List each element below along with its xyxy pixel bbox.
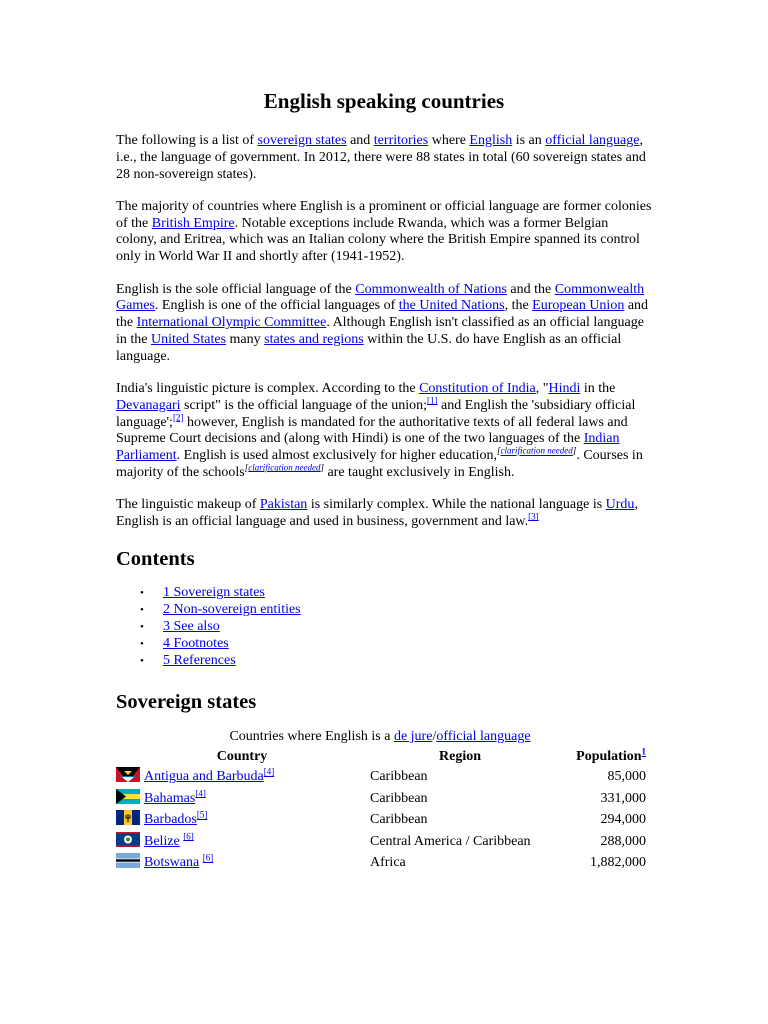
text: . Notable exceptions include Rwanda, which was a former Belgian colony, and Eritrea, which was an Italian colony where the British Empire spanned its control only in World War II and shortly after (1941-1952). <box>116 215 640 265</box>
link-united-nations[interactable]: the United Nations <box>398 298 505 314</box>
link-country[interactable]: Belize <box>144 833 180 849</box>
table-row <box>116 852 646 874</box>
text: and <box>346 133 374 148</box>
text: The linguistic makeup of <box>116 497 260 513</box>
text: in the <box>580 381 616 397</box>
text: and the <box>506 281 555 297</box>
text: / <box>432 729 437 745</box>
column-header-region[interactable]: Region <box>439 749 481 765</box>
link-country[interactable]: Antigua and Barbuda <box>144 769 264 785</box>
text: Countries where English is a <box>229 729 394 745</box>
contents-link-see-also[interactable]: 3 See also <box>163 619 220 635</box>
text: is similarly complex. While the national language is <box>307 497 606 513</box>
pakistan-paragraph <box>116 497 652 531</box>
text: . English is used almost exclusively for higher education, <box>176 448 498 464</box>
footnote-ref <box>173 412 184 422</box>
barbados-flag-icon <box>116 810 140 825</box>
country-cell <box>116 766 368 788</box>
footnote-link-1[interactable]: [1] <box>427 395 438 406</box>
contents-item <box>163 619 652 636</box>
contents-item <box>163 653 652 670</box>
country-cell <box>116 831 368 853</box>
contents-link-references[interactable]: 5 References <box>163 652 236 668</box>
contents-item <box>163 602 652 619</box>
link-pakistan[interactable]: Pakistan <box>259 497 308 513</box>
text: India's linguistic picture is complex. According to the <box>116 381 420 397</box>
table-caption <box>116 728 644 745</box>
region-cell: Caribbean <box>370 790 428 806</box>
contents-link-footnotes[interactable]: 4 Footnotes <box>163 635 229 651</box>
text: English is the sole official language of the <box>116 281 356 297</box>
population-cell: 294,000 <box>600 812 646 828</box>
text: many <box>226 331 265 347</box>
text: script" is the official language of the union; <box>180 397 428 413</box>
footnote-link-3[interactable]: [3] <box>528 511 539 522</box>
belize-flag-icon <box>116 832 140 847</box>
footnote-link-population[interactable]: 1 <box>641 746 646 757</box>
clarification-needed-link[interactable]: clarification needed <box>500 445 573 456</box>
text: are taught exclusively in English. <box>323 465 515 481</box>
country-cell <box>116 809 368 831</box>
bracket: ] <box>572 445 577 456</box>
country-cell <box>116 852 368 874</box>
clarification-needed-link[interactable]: clarification needed <box>248 462 321 473</box>
table-row <box>116 788 646 810</box>
population-cell: 1,882,000 <box>590 855 646 871</box>
contents-item <box>163 636 652 653</box>
bahamas-flag-icon <box>116 789 140 804</box>
link-de-jure[interactable]: de jure <box>393 729 433 745</box>
footnote-link[interactable]: [4] <box>263 766 275 777</box>
link-sovereign-states[interactable]: sovereign states <box>257 133 347 148</box>
text: and English the 'subsidiary official language'; <box>116 397 636 430</box>
link-indian-parliament[interactable]: Indian Parliament <box>116 431 620 464</box>
text: within the U.S. do have English as an official language. <box>116 331 622 364</box>
text: , English is an official language and used in business, government and law. <box>116 497 638 530</box>
contents-link-sovereign-states[interactable]: 1 Sovereign states <box>163 585 265 601</box>
link-urdu[interactable]: Urdu <box>605 497 635 513</box>
bracket: ] <box>320 462 324 473</box>
text: . Although English isn't classified as an official language in the <box>116 315 644 347</box>
link-commonwealth-games[interactable]: Commonwealth Games <box>116 281 645 314</box>
contents-item <box>163 585 652 602</box>
bracket: [ <box>244 462 249 473</box>
column-header-country[interactable]: Country <box>216 749 268 765</box>
india-paragraph <box>116 381 652 482</box>
table-row <box>116 831 646 853</box>
table-row <box>116 766 646 788</box>
commonwealth-paragraph <box>116 282 652 366</box>
link-hindi[interactable]: Hindi <box>548 381 581 397</box>
sovereign-states-heading: Sovereign states <box>116 691 257 714</box>
country-cell <box>116 788 368 810</box>
botswana-flag-icon <box>116 853 140 868</box>
bracket: [ <box>497 445 501 456</box>
link-states-regions[interactable]: states and regions <box>264 331 364 347</box>
footnote-ref <box>528 511 539 521</box>
contents-heading: Contents <box>116 548 195 571</box>
text: The following is a list of <box>116 133 258 148</box>
link-commonwealth-nations[interactable]: Commonwealth of Nations <box>355 281 507 297</box>
column-header-population[interactable] <box>550 748 646 766</box>
link-european-union[interactable]: European Union <box>532 298 625 314</box>
colonies-paragraph <box>116 199 652 266</box>
link-official-language[interactable]: official language <box>545 133 640 148</box>
intro-paragraph <box>116 133 652 183</box>
region-cell: Caribbean <box>370 812 428 828</box>
link-country[interactable]: Bahamas <box>144 790 196 806</box>
region-cell: Africa <box>370 855 406 871</box>
clarification-note <box>497 446 576 456</box>
text: where <box>428 133 470 148</box>
text: Population <box>576 749 642 765</box>
table-header-row <box>116 748 646 766</box>
footnote-link-2[interactable]: [2] <box>172 412 184 422</box>
page-title: English speaking countries <box>263 89 505 113</box>
text: , i.e., the language of government. In 2012, there were 88 states in total (60 sovereign states and 28 non-sovereign states). <box>116 133 646 182</box>
footnote-link[interactable]: [6] <box>183 831 194 842</box>
text: , the <box>504 298 533 314</box>
text: , " <box>535 381 549 397</box>
contents-link-non-sovereign[interactable]: 2 Non-sovereign entities <box>163 602 301 618</box>
text: however, English is mandated for the authoritative texts of all federal laws and Supreme Court decisions and (along with Hindi) is one of the two languages of the <box>116 414 628 447</box>
link-british-empire[interactable]: British Empire <box>151 215 235 231</box>
text: The majority of countries where English is a prominent or official language are former colonies of the <box>116 198 652 231</box>
region-cell: Central America / Caribbean <box>370 833 531 849</box>
text: and the <box>116 298 649 331</box>
footnote-link[interactable]: [6] <box>202 852 214 863</box>
footnote-link[interactable]: [5] <box>196 809 208 820</box>
link-country[interactable]: Barbados <box>144 812 197 828</box>
link-english[interactable]: English <box>469 133 513 148</box>
population-cell: 85,000 <box>607 769 646 785</box>
link-united-states[interactable]: United States <box>151 331 227 347</box>
link-caption-official-language[interactable]: official language <box>436 729 531 745</box>
article <box>116 88 652 874</box>
population-cell: 331,000 <box>600 790 646 806</box>
region-cell: Caribbean <box>370 769 428 785</box>
table-row <box>116 809 646 831</box>
footnote-link[interactable]: [4] <box>195 788 206 799</box>
text: . Courses in majority of the schools <box>116 448 643 481</box>
link-constitution-india[interactable]: Constitution of India <box>419 381 536 397</box>
text: is an <box>512 133 546 148</box>
sovereign-states-table <box>116 748 646 874</box>
link-ioc[interactable]: International Olympic Committee <box>136 315 327 331</box>
clarification-note <box>245 462 324 472</box>
link-territories[interactable]: territories <box>373 133 429 148</box>
population-cell: 288,000 <box>600 833 646 849</box>
contents-list <box>116 585 652 669</box>
antigua-flag-icon <box>116 767 140 782</box>
link-country[interactable]: Botswana <box>144 855 200 871</box>
footnote-ref <box>427 395 438 405</box>
text: . English is one of the official languages of <box>154 298 399 314</box>
link-devanagari[interactable]: Devanagari <box>116 397 181 413</box>
